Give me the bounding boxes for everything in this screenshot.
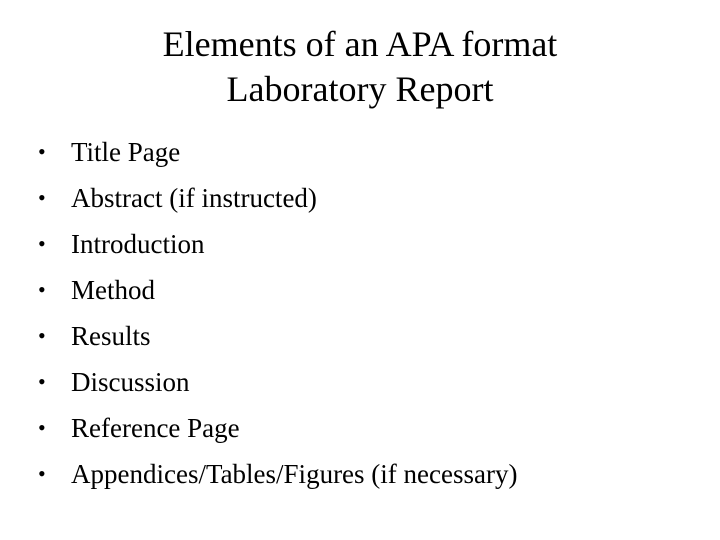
slide-title-line: Elements of an APA format xyxy=(162,24,558,64)
bullet-item xyxy=(38,175,698,221)
bullet-text: Method xyxy=(71,275,155,305)
bullet-icon: • xyxy=(38,323,46,348)
bullet-item xyxy=(38,313,698,359)
bullet-text: Discussion xyxy=(71,367,190,397)
bullet-text: Appendices/Tables/Figures (if necessary) xyxy=(71,459,518,489)
bullet-text: Introduction xyxy=(71,229,205,259)
bullet-text: Abstract (if instructed) xyxy=(71,183,317,213)
bullet-item xyxy=(38,129,698,175)
bullet-icon: • xyxy=(38,231,46,256)
slide-title xyxy=(60,22,660,112)
bullet-item xyxy=(38,221,698,267)
bullet-text: Reference Page xyxy=(71,413,240,443)
bullet-item xyxy=(38,267,698,313)
bullet-icon: • xyxy=(38,369,46,394)
bullet-item xyxy=(38,405,698,451)
slide-title-line: Laboratory Report xyxy=(226,69,494,109)
bullet-item xyxy=(38,359,698,405)
bullet-text: Title Page xyxy=(71,137,181,167)
bullet-icon: • xyxy=(38,415,46,440)
bullet-icon: • xyxy=(38,139,46,164)
bullet-icon: • xyxy=(38,185,46,210)
bullet-list xyxy=(38,129,698,497)
bullet-item xyxy=(38,451,698,497)
bullet-icon: • xyxy=(38,461,46,486)
bullet-text: Results xyxy=(71,321,151,351)
bullet-icon: • xyxy=(38,277,46,302)
